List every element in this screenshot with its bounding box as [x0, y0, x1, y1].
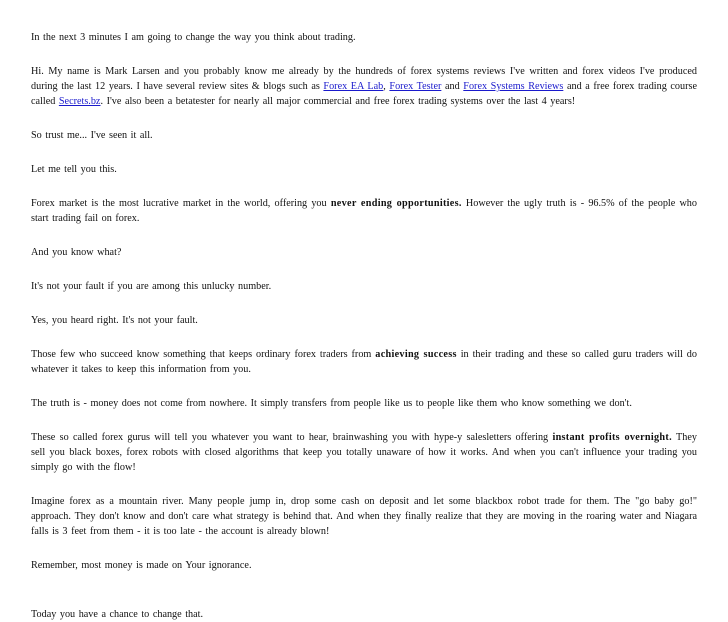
- text: and a free forex trading course called: [31, 81, 697, 107]
- paragraph-about-author: [31, 64, 697, 109]
- link-forex-systems-reviews[interactable]: Forex Systems Reviews: [463, 81, 564, 92]
- paragraph-river: Imagine forex as a mountain river. Many people jump in, drop some cash on deposit and let some blackbox robot trade for them. The "go baby go!" approach. They don't know and don't care what strategy is behind that. And when they finally realize that they are moving in the roaring water and Niagara falls is 3 feet from them - it is too late - the account is already blown!: [31, 496, 697, 537]
- paragraph-intro: In the next 3 minutes I am going to change the way you think about trading.: [31, 32, 356, 43]
- text: ,: [383, 81, 390, 92]
- paragraph-few-succeed: [31, 347, 697, 377]
- text: . I've also been a betatester for nearly all major commercial and free forex trading systems over the last 4 years!: [100, 96, 576, 107]
- link-forex-ea-lab[interactable]: Forex EA Lab: [323, 81, 384, 92]
- paragraph-today: Today you have a chance to change that.: [31, 609, 204, 620]
- text: These so called forex gurus will tell you whatever you want to hear, brainwashing you with hype-y salesletters offering: [31, 432, 553, 443]
- paragraph-truth: The truth is - money does not come from nowhere. It simply transfers from people like us to people like them who know something we don't.: [31, 398, 632, 409]
- paragraph-market: [31, 196, 697, 226]
- paragraph-know-what: And you know what?: [31, 247, 122, 258]
- bold-text: instant profits overnight.: [552, 432, 672, 443]
- text: Those few who succeed know something that keeps ordinary forex traders from: [31, 349, 376, 360]
- paragraph-trust: So trust me... I've seen it all.: [31, 130, 153, 141]
- paragraph-tell: Let me tell you this.: [31, 164, 117, 175]
- paragraph-remember: Remember, most money is made on Your ignorance.: [31, 560, 252, 571]
- text: Forex market is the most lucrative market in the world, offering you: [31, 198, 331, 209]
- paragraph-gurus: [31, 430, 697, 475]
- bold-text: achieving success: [375, 349, 457, 360]
- text: They sell you black boxes, forex robots with closed algorithms that keep you totally unaware of how it works. And when you can't influence your trading you simply go with the flow!: [31, 432, 697, 473]
- bold-text: never ending opportunities.: [330, 198, 462, 209]
- link-secrets-bz[interactable]: Secrets.bz: [58, 96, 101, 107]
- text: Hi. My name is Mark Larsen and you probably know me already by the hundreds of forex systems reviews I've written and forex videos I've produced during the last 12 years. I have several review sites & blogs such as: [31, 66, 697, 92]
- text: in their trading and these so called guru traders will do whatever it takes to keep this information from you.: [31, 349, 697, 375]
- paragraph-heard-right: Yes, you heard right. It's not your fault.: [31, 315, 198, 326]
- link-forex-tester[interactable]: Forex Tester: [389, 81, 442, 92]
- paragraph-not-fault: It's not your fault if you are among this unlucky number.: [31, 281, 272, 292]
- text: However the ugly truth is - 96.5% of the people who start trading fail on forex.: [31, 198, 697, 224]
- document-page: [31, 30, 697, 622]
- text: and: [441, 81, 464, 92]
